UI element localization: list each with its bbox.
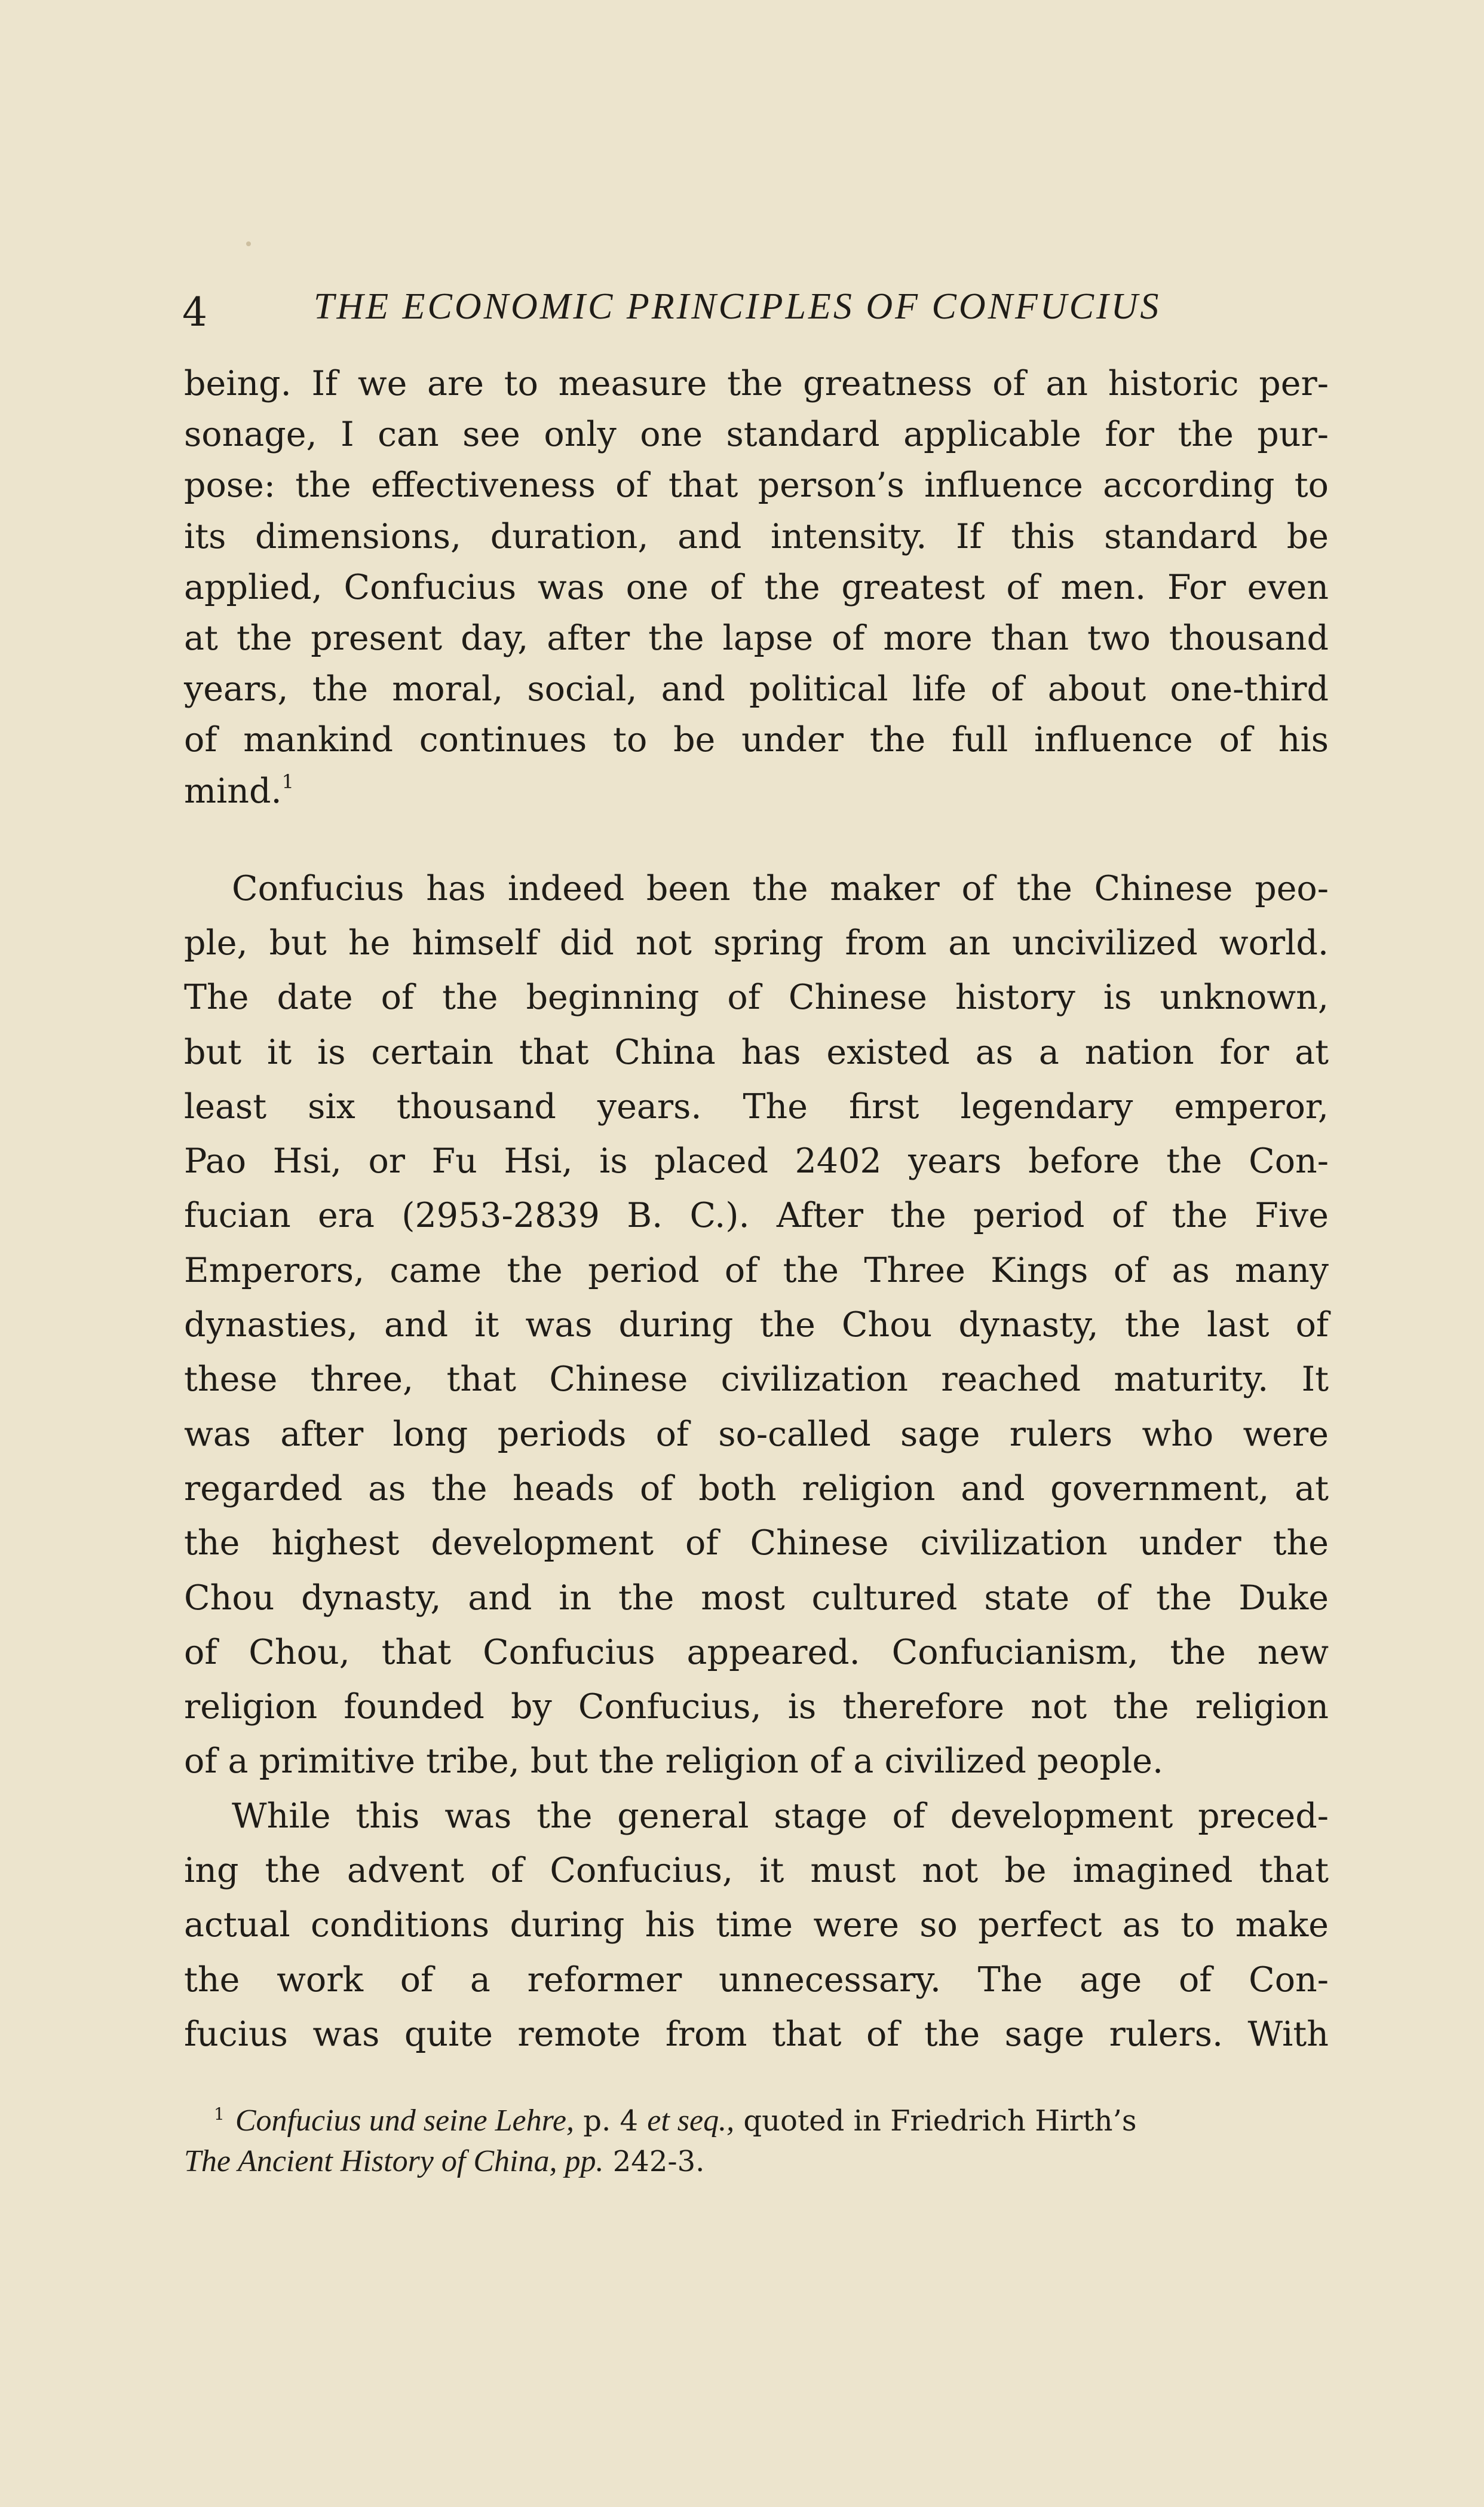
page-number: 4: [182, 289, 207, 335]
text-line: but it is certain that China has existed as a nation for at: [184, 1032, 1329, 1072]
paper-speck: [246, 241, 251, 246]
text-line: the work of a reformer unnecessary. The age of Con-: [184, 1960, 1329, 2000]
footnote-pages: 242-3.: [612, 2145, 705, 2178]
text-line: ple, but he himself did not spring from an uncivilized world.: [184, 923, 1329, 963]
text-line: was after long periods of so-called sage rulers who were: [184, 1414, 1329, 1454]
text-line: applied, Confucius was one of the greatest of men. For even: [184, 567, 1329, 607]
text-line: being. If we are to measure the greatness of an historic per-: [184, 364, 1329, 403]
text-line: the highest development of Chinese civilization under the: [184, 1523, 1329, 1563]
paragraph-gap: [184, 817, 1329, 862]
text-line: Pao Hsi, or Fu Hsi, is placed 2402 years before the Con-: [184, 1141, 1329, 1181]
paragraph-2: [184, 862, 1329, 1789]
paragraph-3: [184, 1789, 1329, 2062]
text-line: of mankind continues to be under the full influence of his: [184, 720, 1329, 760]
footnote-line: [184, 2141, 1329, 2182]
text-line: sonage, I can see only one standard applicable for the pur-: [184, 415, 1329, 455]
text-line: at the present day, after the lapse of more than two thousand: [184, 618, 1329, 658]
body-text: [184, 359, 1329, 2062]
text-line: Emperors, came the period of the Three Kings of as many: [184, 1250, 1329, 1290]
text-line-end: mind.: [184, 771, 282, 811]
text-line: of a primitive tribe, but the religion of a civilized people.: [184, 1741, 1164, 1781]
text-line: Confucius has indeed been the maker of the Chinese peo-: [232, 868, 1329, 908]
text-line: its dimensions, duration, and intensity. If this standard be: [184, 516, 1329, 556]
text-line: [184, 766, 1329, 817]
text-line: The date of the beginning of Chinese history is unknown,: [184, 978, 1329, 1018]
text-line: these three, that Chinese civilization reached maturity. It: [184, 1360, 1329, 1400]
paragraph-1: [184, 359, 1329, 817]
footnotes: [184, 2101, 1329, 2182]
page-header: [182, 281, 1329, 341]
text-line: dynasties, and it was during the Chou dynasty, the last of: [184, 1305, 1329, 1345]
text-line: years, the moral, social, and political life of about one-third: [184, 669, 1329, 709]
footnote-et-seq: et seq.,: [647, 2104, 735, 2138]
footnote-line: [184, 2101, 1329, 2141]
text-line: While this was the general stage of development preced-: [232, 1796, 1329, 1836]
footnote-quoted: quoted in Friedrich Hirth’s: [743, 2104, 1137, 2138]
text-line: Chou dynasty, and in the most cultured state of the Duke: [184, 1578, 1329, 1618]
footnote-marker: 1: [214, 2104, 225, 2124]
footnote-page: p. 4: [583, 2104, 638, 2138]
text-line: pose: the effectiveness of that person’s influence according to: [184, 466, 1329, 506]
text-line: of Chou, that Confucius appeared. Confucianism, the new: [184, 1632, 1329, 1672]
text-line: regarded as the heads of both religion and government, at: [184, 1468, 1329, 1508]
footnote-work: The Ancient History of China, pp.: [184, 2144, 604, 2178]
text-line: religion founded by Confucius, is therefore not the religion: [184, 1687, 1329, 1727]
text-line: fucian era (2953-2839 B. C.). After the period of the Five: [184, 1196, 1329, 1236]
text-line: ing the advent of Confucius, it must not be imagined that: [184, 1851, 1329, 1891]
running-head: THE ECONOMIC PRINCIPLES OF CONFUCIUS: [314, 286, 1161, 327]
text-line: fucius was quite remote from that of the sage rulers. With: [184, 2014, 1329, 2054]
text-line: least six thousand years. The first legendary emperor,: [184, 1086, 1329, 1127]
text-line: actual conditions during his time were so perfect as to make: [184, 1905, 1329, 1945]
footnote-reference: 1: [281, 770, 294, 793]
footnote-title: Confucius und seine Lehre,: [235, 2104, 574, 2138]
